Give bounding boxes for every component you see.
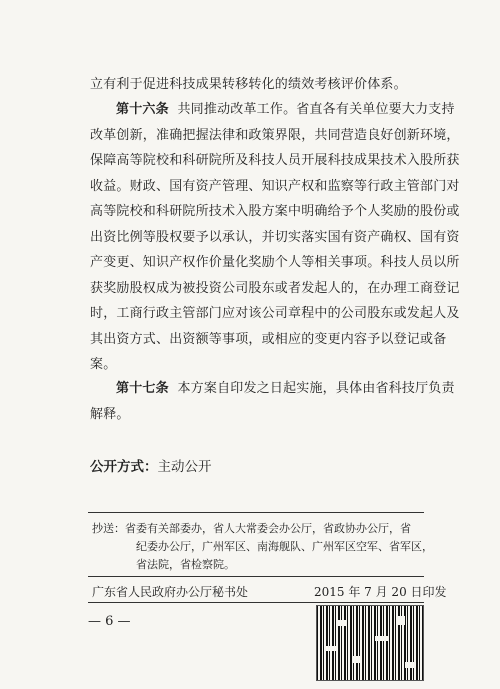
issuer-name: 广东省人民政府办公厅秘书处 — [92, 585, 249, 599]
divider — [88, 512, 424, 513]
text-line — [92, 520, 422, 538]
text-line: 改革创新，准确把握法律和政策界限，共同营造良好创新环境， — [90, 127, 460, 143]
text-line: 案。 — [90, 357, 117, 372]
text-line — [90, 376, 455, 402]
article-17 — [90, 376, 455, 427]
carry-over-paragraph — [90, 72, 420, 98]
text-line: 省委有关部委办，省人大常委会办公厅，省政协办公厅，省 — [125, 522, 411, 535]
divider — [88, 602, 424, 603]
text-line: 本方案自印发之日起实施，具体由省科技厅负责 — [177, 381, 455, 396]
page-number: — 6 — — [88, 614, 131, 629]
text-line: 出资比例等股权要予以承认，并切实落实国有资产确权、国有资 — [90, 229, 460, 245]
text-line: 其出资方式、出资额等事项，或相应的变更内容予以登记或备 — [90, 331, 447, 347]
cc-label: 抄送： — [92, 522, 125, 535]
divider — [88, 576, 424, 577]
article-17-heading: 第十七条 — [116, 381, 169, 396]
publicity-label: 公开方式： — [90, 459, 158, 475]
text-line: 高等院校和科研院所技术入股方案中明确给予个人奖励的股份或 — [90, 204, 460, 219]
text-line: 保障高等院校和科研院所及科技人员开展科技成果技术入股所获 — [90, 153, 460, 168]
text-line: 立有利于促进科技成果转移转化的绩效考核评价体系。 — [90, 77, 407, 92]
publicity-value: 主动公开 — [157, 459, 212, 475]
text-line: 收益。财政、国有资产管理、知识产权和监察等行政主管部门对 — [90, 178, 460, 194]
text-line: 解释。 — [90, 406, 130, 422]
text-line — [90, 97, 455, 123]
text-line: 产变更、知识产权作价量化奖励个人等相关事项。科技人员以所 — [90, 255, 460, 270]
text-line: 获奖励股权成为被投资公司股东或者发起人的，在办理工商登记 — [90, 280, 460, 296]
publicity-method — [90, 455, 212, 475]
article-16-heading: 第十六条 — [116, 102, 169, 117]
text-line: 纪委办公厅，广州军区、南海舰队、广州军区空军、省军区， — [136, 540, 433, 553]
cc-block — [92, 520, 433, 574]
issue-date: 2015 年 7 月 20 日印发 — [314, 585, 447, 599]
article-16 — [90, 97, 460, 378]
text-line: 共同推动改革工作。省直各有关单位要大力支持 — [177, 102, 455, 117]
barcode-image — [316, 605, 424, 681]
text-line: 省法院，省检察院。 — [136, 558, 235, 571]
text-line: 时，工商行政主管部门应对该公司章程中的公司股东或发起人及 — [90, 306, 460, 321]
